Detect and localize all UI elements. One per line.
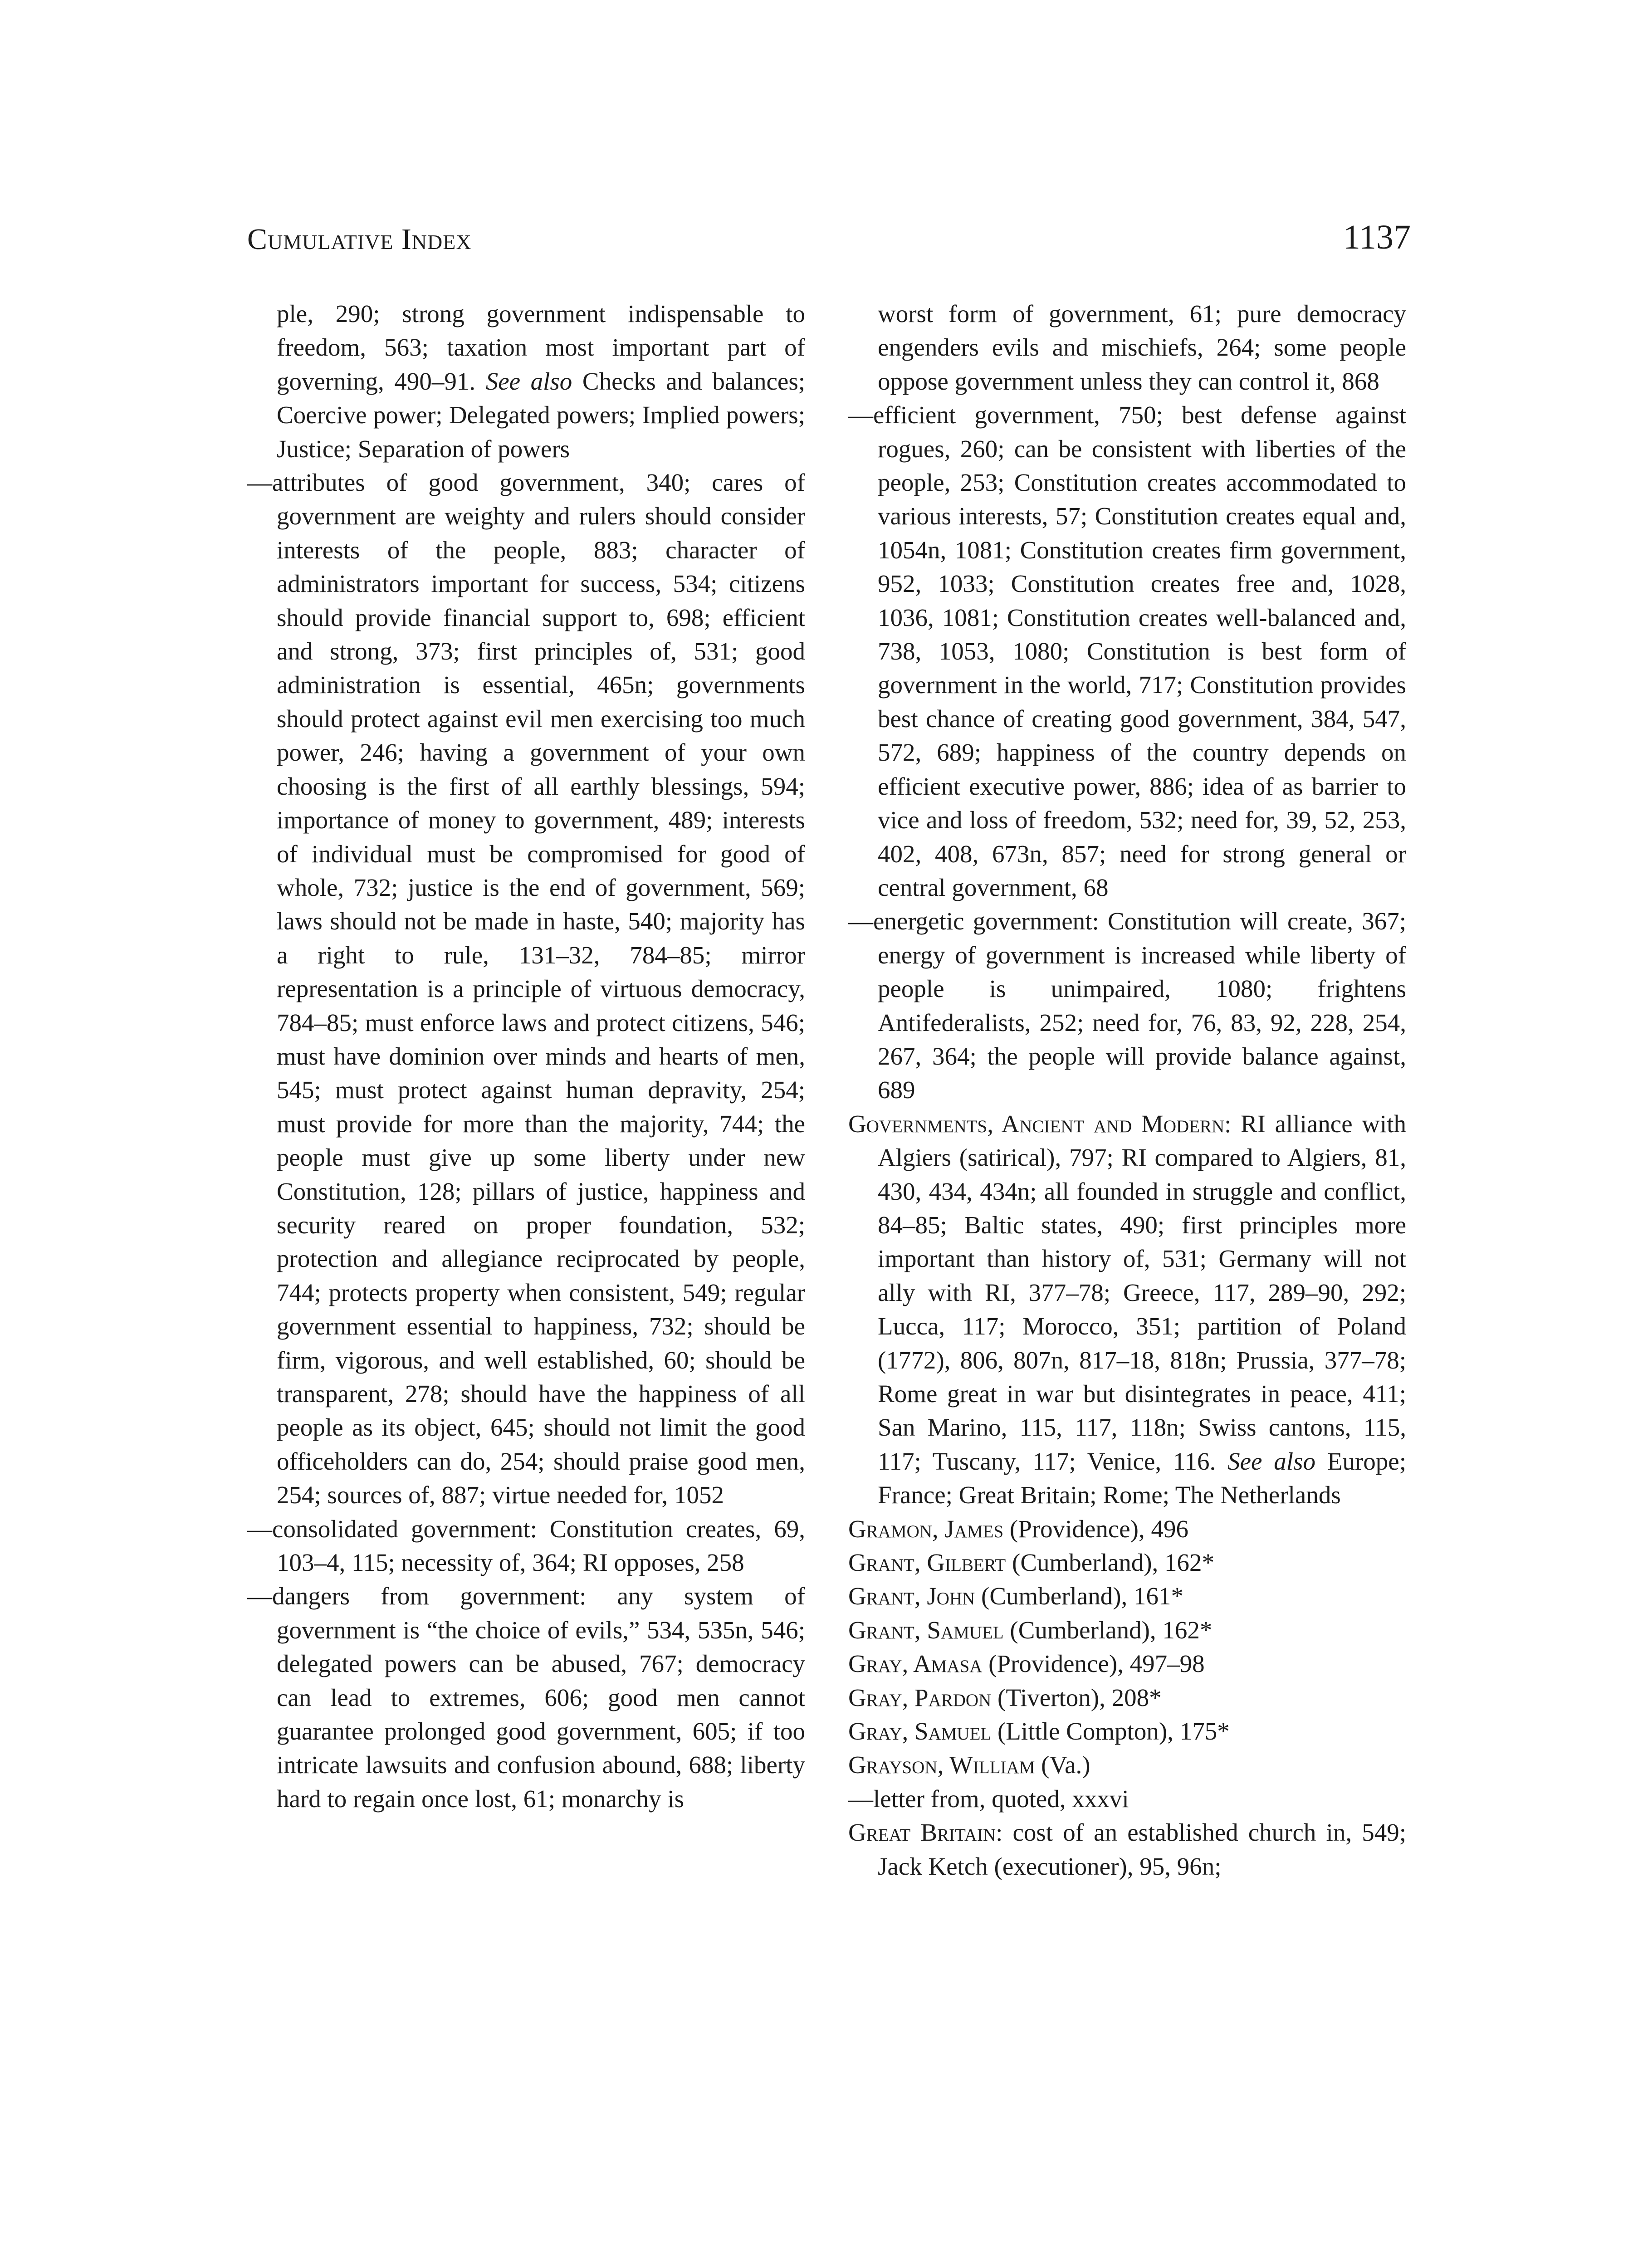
index-text: (Va.) <box>1035 1751 1090 1779</box>
running-head <box>247 218 1411 263</box>
index-heading: Grayson, William <box>848 1751 1035 1779</box>
index-text: : RI alliance with Algiers (satirical), 797; RI compared to Algiers, 81, 430, 434, 434n; all founded in struggle and conflict, 84–85; Baltic states, 490; first principles more important than history of, 531; Germany will not ally with RI, 377–78; Greece, 117, 289–90, 292; Lucca, 117; Morocco, 351; partition of Poland (1772), 806, 807n, 817–18, 818n; Prussia, 377–78; Rome great in war but disintegrates in peace, 411; San Marino, 115, 117, 118n; Swiss cantons, 115, 117; Tuscany, 117; Venice, 116. <box>878 1110 1406 1475</box>
index-entry <box>247 1579 805 1816</box>
index-heading: Governments, Ancient and Modern <box>848 1110 1225 1138</box>
index-text: —dangers from government: any system of government is “the choice of evils,” 534, 535n, 546; delegated powers can be abused, 767; democracy can lead to extremes, 606; good men cannot guarantee prolonged good government, 605; if too intricate lawsuits and confusion abound, 688; liberty hard to regain once lost, 61; monarchy is <box>247 1582 805 1813</box>
index-heading: Gray, Amasa <box>848 1650 983 1678</box>
index-text: ple, 290; strong government indispensable to freedom, 563; taxation most important part of governing, 490–91. <box>277 300 805 395</box>
index-entry <box>247 1512 805 1580</box>
index-entry <box>848 297 1406 398</box>
index-heading: Grant, Samuel <box>848 1616 1004 1644</box>
index-entry <box>848 1647 1406 1681</box>
index-text: (Little Compton), 175* <box>991 1717 1230 1745</box>
page-number: 1137 <box>1343 218 1411 256</box>
index-entry <box>848 904 1406 1107</box>
index-column-left <box>247 297 805 1816</box>
index-text: —consolidated government: Constitution creates, 69, 103–4, 115; necessity of, 364; RI opposes, 258 <box>247 1515 805 1577</box>
index-entry <box>848 398 1406 904</box>
index-text: (Providence), 496 <box>1003 1515 1188 1543</box>
running-head-title: Cumulative Index <box>247 223 472 256</box>
index-text: —energetic government: Constitution will create, 367; energy of government is increased while liberty of people is unimpaired, 1080; frightens Antifederalists, 252; need for, 76, 83, 92, 228, 254, 267, 364; the people will provide balance against, 689 <box>848 907 1406 1104</box>
index-text: (Cumberland), 162* <box>1003 1616 1213 1644</box>
index-entry <box>848 1613 1406 1647</box>
index-text: —attributes of good government, 340; cares of government are weighty and rulers should consider interests of the people, 883; character of administrators important for success, 534; citizens should provide financial support to, 698; efficient and strong, 373; first principles of, 531; good administration is essential, 465n; governments should protect against evil men exercising too much power, 246; having a government of your own choosing is the first of all earthly blessings, 594; importance of money to government, 489; interests of individual must be compromised for good of whole, 732; justice is the end of government, 569; laws should not be made in haste, 540; majority has a right to rule, 131–32, 784–85; mirror representation is a principle of virtuous democracy, 784–85; must enforce laws and protect citizens, 546; must have dominion over minds and hearts of men, 545; must protect against human depravity, 254; must provide for more than the majority, 744; the people must give up some liberty under new Constitution, 128; pillars of justice, happiness and security reared on proper foundation, 532; protection and allegiance reciprocated by people, 744; protects property when consistent, 549; regular government essential to happiness, 732; should be firm, vigorous, and well established, 60; should be transparent, 278; should have the happiness of all people as its object, 645; should not limit the good officeholders can do, 254; should praise good men, 254; sources of, 887; virtue needed for, 1052 <box>247 469 805 1509</box>
index-entry <box>848 1748 1406 1782</box>
index-column-right <box>848 297 1406 1883</box>
index-entry <box>848 1715 1406 1748</box>
index-text: Europe; France; Great Britain; Rome; The Netherlands <box>878 1447 1406 1509</box>
index-text: (Providence), 497–98 <box>982 1650 1205 1678</box>
index-entry <box>848 1512 1406 1546</box>
index-entry <box>848 1546 1406 1579</box>
index-entry <box>848 1107 1406 1512</box>
index-text: (Cumberland), 162* <box>1006 1549 1215 1577</box>
index-text: (Tiverton), 208* <box>991 1683 1162 1711</box>
index-text: Checks and balances; Coercive power; Delegated powers; Implied powers; Justice; Separation of powers <box>277 367 805 463</box>
index-heading: Gray, Samuel <box>848 1717 992 1745</box>
index-heading: Grant, John <box>848 1582 975 1610</box>
index-heading: Gray, Pardon <box>848 1683 992 1711</box>
index-text: —efficient government, 750; best defense against rogues, 260; can be consistent with liberties of the people, 253; Constitution creates accommodated to various interests, 57; Constitution creates equal and, 1054n, 1081; Constitution creates firm government, 952, 1033; Constitution creates free and, 1028, 1036, 1081; Constitution creates well-balanced and, 738, 1053, 1080; Constitution is best form of government in the world, 717; Constitution provides best chance of creating good government, 384, 547, 572, 689; happiness of the country depends on efficient executive power, 886; idea of as barrier to vice and loss of freedom, 532; need for, 39, 52, 253, 402, 408, 673n, 857; need for strong general or central government, 68 <box>848 401 1406 901</box>
index-text: See also <box>485 367 572 395</box>
index-heading: Great Britain <box>848 1818 996 1847</box>
index-entry <box>247 466 805 1512</box>
index-text: See also <box>1227 1447 1315 1475</box>
index-entry <box>848 1579 1406 1613</box>
index-entry <box>247 297 805 466</box>
index-text: : cost of an established church in, 549; Jack Ketch (executioner), 95, 96n; <box>878 1818 1406 1880</box>
index-heading: Gramon, James <box>848 1515 1004 1543</box>
index-entry <box>848 1782 1406 1816</box>
index-heading: Grant, Gilbert <box>848 1549 1006 1577</box>
index-entry <box>848 1681 1406 1715</box>
index-entry <box>848 1816 1406 1883</box>
index-text: (Cumberland), 161* <box>975 1582 1184 1610</box>
index-text: worst form of government, 61; pure democracy engenders evils and mischiefs, 264; some people oppose government unless they can control it, 868 <box>878 300 1406 395</box>
index-text: —letter from, quoted, xxxvi <box>848 1784 1129 1813</box>
